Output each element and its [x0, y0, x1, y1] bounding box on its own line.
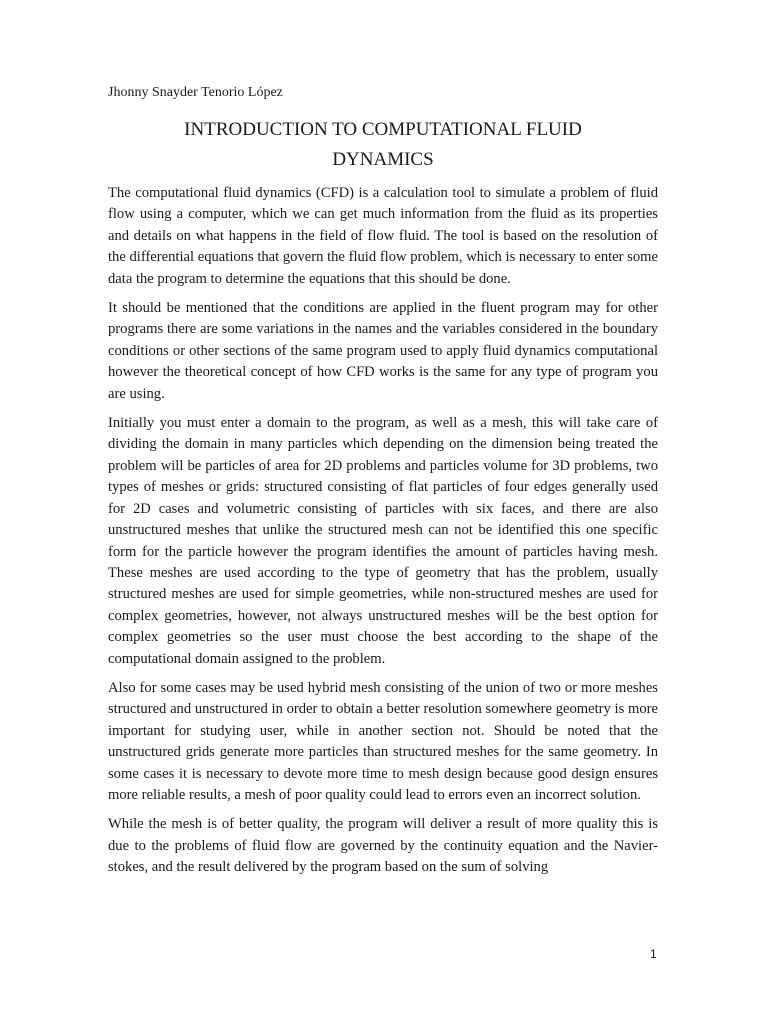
author-name: Jhonny Snayder Tenorio López	[108, 85, 283, 100]
document-title	[108, 115, 658, 175]
paragraph-3: Initially you must enter a domain to the program, as well as a mesh, this will take care of dividing the domain in many particles which depending on the dimension being treated the problem will be particles of area for 2D problems and particles volume for 3D problems, two types of meshes or grids: structured consisting of flat particles of four edges generally used for 2D cases and volumetric consisting of particles with six faces, and there are also unstructured meshes that unlike the structured mesh can not be identified this one specific form for the particle however the program identifies the amount of particles having mesh. These meshes are used according to the type of geometry that has the problem, usually structured meshes are used for simple geometries, while non-structured meshes are used for complex geometries, however, not always unstructured meshes will be the best option for complex geometries so the user must choose the best according to the shape of the computational domain assigned to the problem.	[108, 415, 658, 667]
title-line-2: DYNAMICS	[332, 149, 434, 170]
paragraph-4: Also for some cases may be used hybrid mesh consisting of the union of two or more meshes structured and unstructured in order to obtain a better resolution somewhere geometry is more important for studying user, while in another section not. Should be noted that the unstructured grids generate more particles than structured meshes for the same geometry. In some cases it is necessary to devote more time to mesh design because good design ensures more reliable results, a mesh of poor quality could lead to errors even an incorrect solution.	[108, 679, 658, 803]
document-page	[108, 84, 658, 887]
page-number: 1	[650, 947, 657, 961]
paragraph-2: It should be mentioned that the conditions are applied in the fluent program may for other programs there are some variations in the names and the variables considered in the boundary conditions or other sections of the same program used to apply fluid dynamics computational however the theoretical concept of how CFD works is the same for any type of program you are using.	[108, 300, 658, 402]
paragraph-5: While the mesh is of better quality, the program will deliver a result of more quality this is due to the problems of fluid flow are governed by the continuity equation and the Navier-stokes, and the result delivered by the program based on the sum of solving	[108, 816, 658, 876]
paragraph-1: The computational fluid dynamics (CFD) is a calculation tool to simulate a problem of fluid flow using a computer, which we can get much information from the fluid as its properties and details on what happens in the field of flow fluid. The tool is based on the resolution of the differential equations that govern the fluid flow problem, which is necessary to enter some data the program to determine the equations that this should be done.	[108, 185, 658, 287]
title-line-1: INTRODUCTION TO COMPUTATIONAL FLUID	[184, 119, 582, 140]
